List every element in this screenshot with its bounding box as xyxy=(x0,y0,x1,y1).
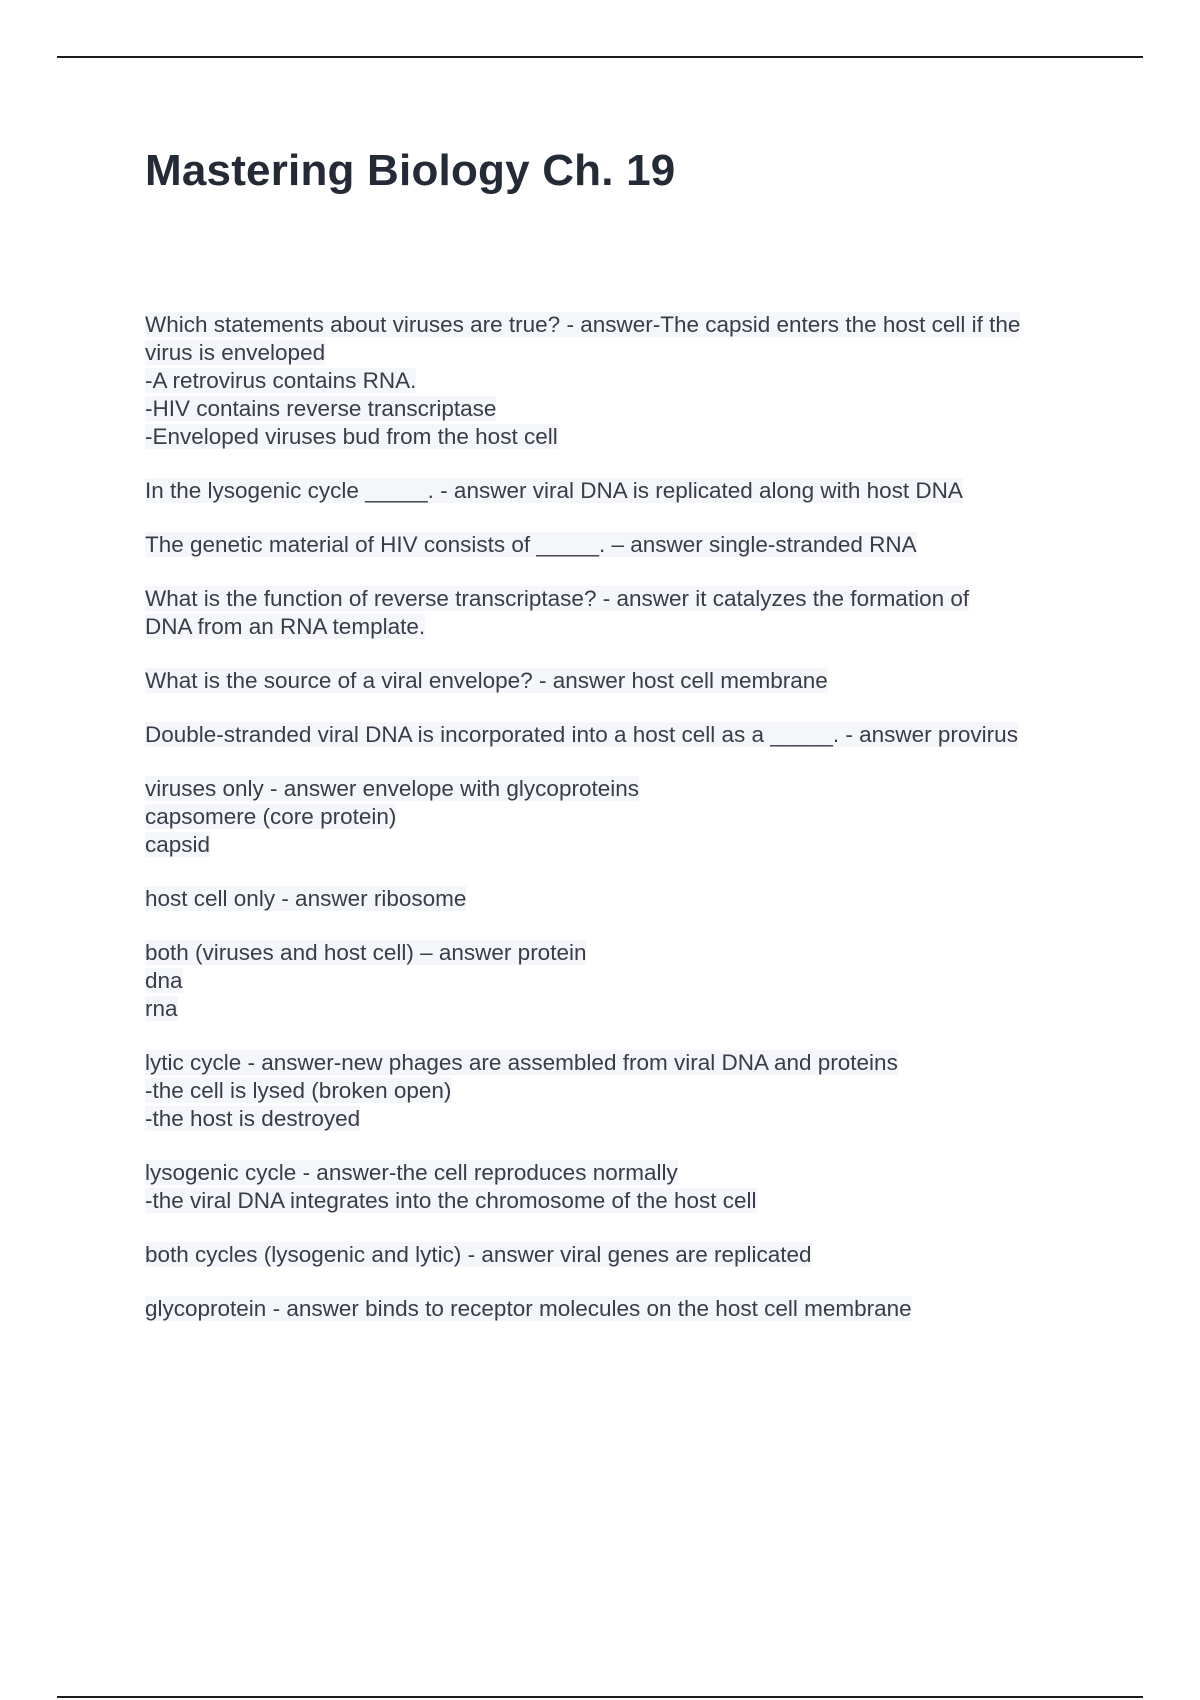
qa-line-text: In the lysogenic cycle _____. - answer viral DNA is replicated along with host DNA xyxy=(145,478,963,503)
qa-line-text: both (viruses and host cell) – answer protein xyxy=(145,940,587,965)
qa-line-text: -the cell is lysed (broken open) xyxy=(145,1078,452,1103)
qa-line xyxy=(145,721,1095,749)
qa-block xyxy=(145,885,1095,913)
qa-line-text: capsomere (core protein) xyxy=(145,804,397,829)
qa-block xyxy=(145,775,1095,859)
qa-line-text: What is the function of reverse transcriptase? - answer it catalyzes the formation of xyxy=(145,586,970,611)
qa-line xyxy=(145,423,1095,451)
page-title: Mastering Biology Ch. 19 xyxy=(145,146,676,195)
qa-line xyxy=(145,1049,1095,1077)
qa-line xyxy=(145,967,1095,995)
qa-line-text: -A retrovirus contains RNA. xyxy=(145,368,417,393)
qa-line-text: glycoprotein - answer binds to receptor molecules on the host cell membrane xyxy=(145,1296,912,1321)
qa-line xyxy=(145,995,1095,1023)
qa-block xyxy=(145,477,1095,505)
qa-line xyxy=(145,613,1095,641)
qa-line-text: virus is enveloped xyxy=(145,340,326,365)
qa-block xyxy=(145,939,1095,1023)
document-body xyxy=(145,311,1095,1349)
qa-line-text: rna xyxy=(145,996,178,1021)
qa-line-text: Which statements about viruses are true? - answer-The capsid enters the host cell if the xyxy=(145,312,1021,337)
qa-line xyxy=(145,585,1095,613)
qa-line xyxy=(145,939,1095,967)
qa-line-text: both cycles (lysogenic and lytic) - answer viral genes are replicated xyxy=(145,1242,812,1267)
qa-line-text: -Enveloped viruses bud from the host cell xyxy=(145,424,558,449)
qa-line xyxy=(145,1077,1095,1105)
qa-line xyxy=(145,531,1095,559)
qa-line xyxy=(145,395,1095,423)
qa-line xyxy=(145,1187,1095,1215)
qa-line-text: -HIV contains reverse transcriptase xyxy=(145,396,497,421)
qa-block xyxy=(145,311,1095,451)
qa-line xyxy=(145,477,1095,505)
qa-line-text: What is the source of a viral envelope? - answer host cell membrane xyxy=(145,668,828,693)
qa-line-text: -the host is destroyed xyxy=(145,1106,361,1131)
qa-line xyxy=(145,885,1095,913)
qa-line xyxy=(145,1241,1095,1269)
qa-line-text: lytic cycle - answer-new phages are assembled from viral DNA and proteins xyxy=(145,1050,898,1075)
qa-line-text: DNA from an RNA template. xyxy=(145,614,426,639)
bottom-rule xyxy=(57,1696,1143,1698)
qa-line xyxy=(145,1105,1095,1133)
qa-line-text: Double-stranded viral DNA is incorporated into a host cell as a _____. - answer provirus xyxy=(145,722,1018,747)
qa-line xyxy=(145,803,1095,831)
qa-line xyxy=(145,667,1095,695)
qa-block xyxy=(145,1241,1095,1269)
qa-block xyxy=(145,1049,1095,1133)
qa-block xyxy=(145,531,1095,559)
qa-line xyxy=(145,367,1095,395)
qa-line-text: -the viral DNA integrates into the chromosome of the host cell xyxy=(145,1188,757,1213)
qa-block xyxy=(145,1295,1095,1323)
qa-line xyxy=(145,1295,1095,1323)
qa-line-text: viruses only - answer envelope with glycoproteins xyxy=(145,776,639,801)
qa-block xyxy=(145,667,1095,695)
qa-line-text: lysogenic cycle - answer-the cell reproduces normally xyxy=(145,1160,678,1185)
qa-line-text: host cell only - answer ribosome xyxy=(145,886,467,911)
qa-block xyxy=(145,1159,1095,1215)
qa-line xyxy=(145,1159,1095,1187)
qa-line-text: The genetic material of HIV consists of _____. – answer single-stranded RNA xyxy=(145,532,917,557)
qa-line xyxy=(145,339,1095,367)
qa-line xyxy=(145,775,1095,803)
qa-line xyxy=(145,831,1095,859)
top-rule xyxy=(57,56,1143,58)
qa-block xyxy=(145,585,1095,641)
qa-block xyxy=(145,721,1095,749)
qa-line xyxy=(145,311,1095,339)
qa-line-text: dna xyxy=(145,968,183,993)
qa-line-text: capsid xyxy=(145,832,211,857)
